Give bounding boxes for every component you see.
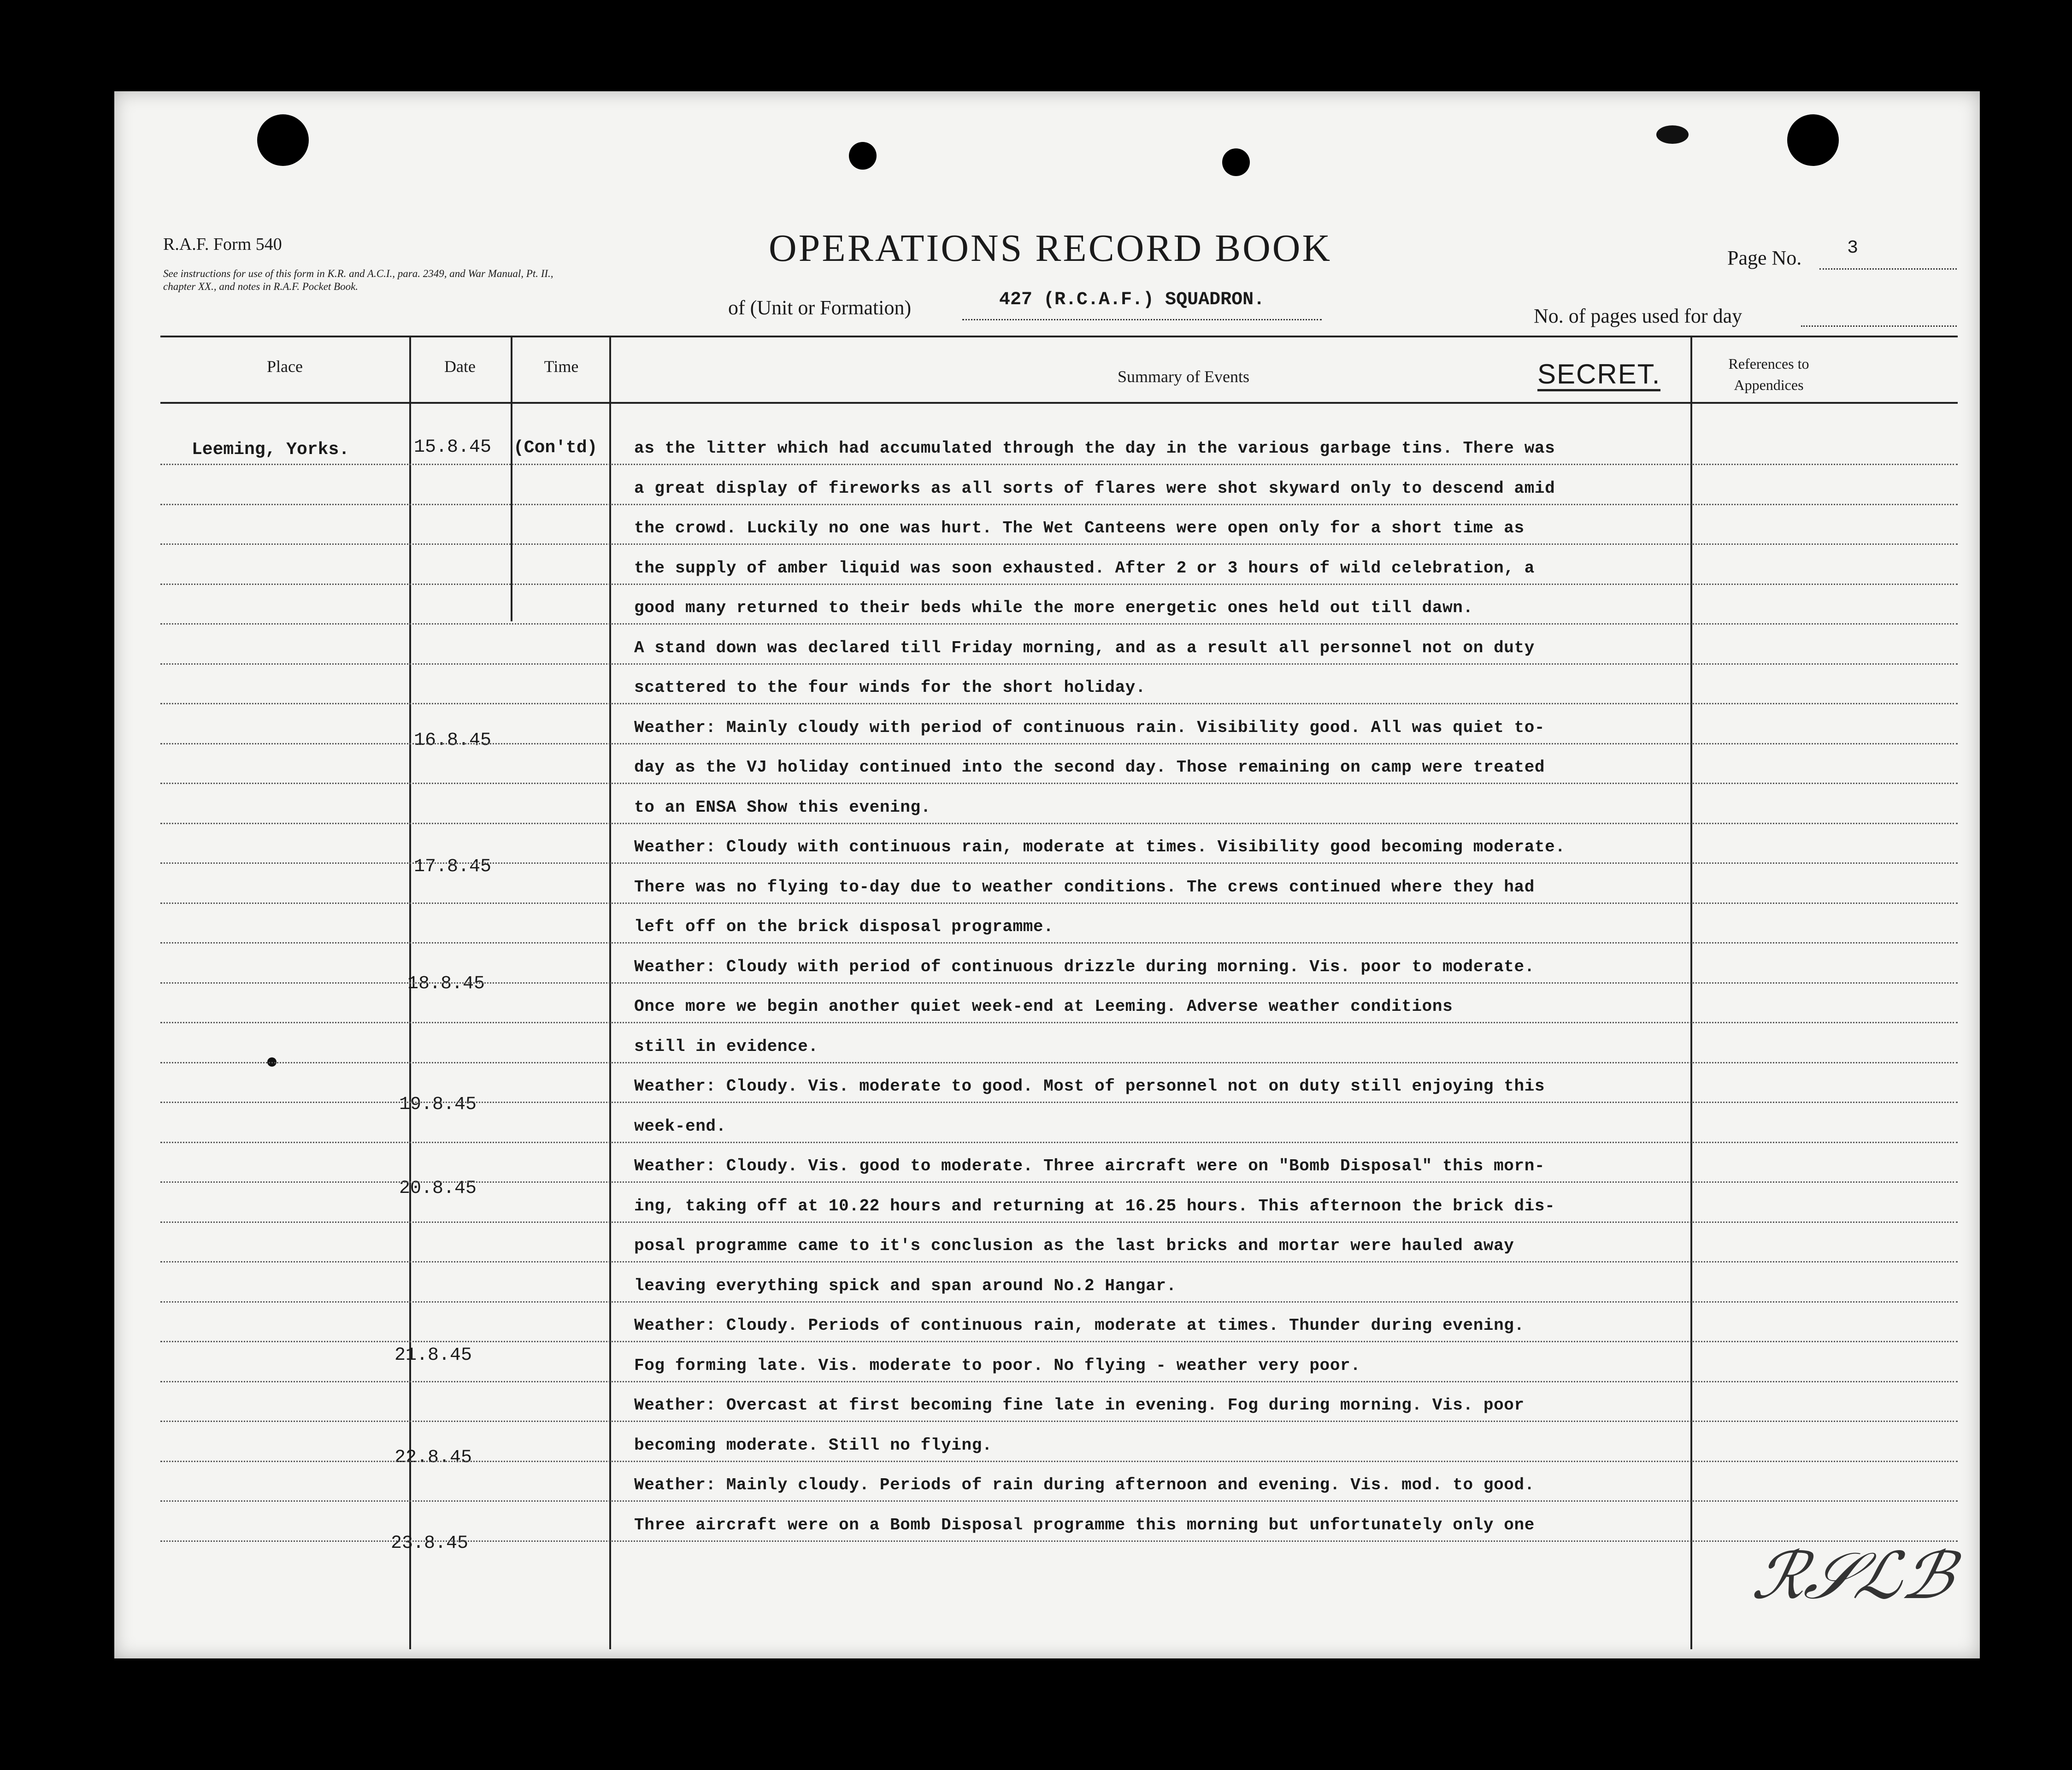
punch-hole-small-left: [849, 142, 877, 170]
summary-line: Weather: Cloudy with continuous rain, moderate at times. Visibility good becoming moderate.: [634, 838, 1566, 856]
unit-underline: [962, 319, 1322, 320]
summary-line: scattered to the four winds for the short holiday.: [634, 678, 1146, 697]
date-cell: 18.8.45: [407, 974, 485, 994]
form-name: R.A.F. Form 540: [163, 235, 282, 254]
summary-line: good many returned to their beds while the more energetic ones held out till dawn.: [634, 598, 1473, 617]
ruled-line: [160, 1261, 1958, 1263]
time-cell: (Con'td): [513, 438, 598, 458]
column-header-references: References to Appendices: [1728, 355, 1809, 393]
pages-used-underline: [1801, 325, 1957, 327]
ruled-line: [160, 1500, 1958, 1502]
summary-line: There was no flying to-day due to weather conditions. The crews continued where they had: [634, 877, 1535, 897]
ruled-line: [160, 903, 1958, 904]
column-header-place: Place: [267, 357, 303, 376]
time-summary-divider: [609, 336, 611, 1649]
summary-line: Three aircraft were on a Bomb Disposal programme this morning but unfortunately only one: [634, 1515, 1535, 1534]
table-top-border: [160, 336, 1958, 337]
date-cell: 22.8.45: [394, 1447, 472, 1468]
ruled-line: [160, 1540, 1958, 1542]
ruled-line: [160, 623, 1958, 625]
column-header-time: Time: [544, 357, 579, 376]
page-number-value: 3: [1847, 238, 1859, 259]
unit-label: of (Unit or Formation): [728, 296, 912, 319]
date-time-divider: [511, 336, 512, 621]
summary-line: Weather: Overcast at first becoming fine late in evening. Fog during morning. Vis. poor: [634, 1396, 1525, 1415]
ruled-line: [160, 1301, 1958, 1303]
page-number-underline: [1819, 268, 1957, 270]
ruled-line: [160, 942, 1958, 944]
ruled-line: [160, 543, 1958, 545]
summary-line: Weather: Mainly cloudy with period of continuous rain. Visibility good. All was quiet to-: [634, 718, 1545, 737]
date-cell: 19.8.45: [399, 1094, 477, 1115]
ruled-line: [160, 1142, 1958, 1143]
summary-line: to an ENSA Show this evening.: [634, 797, 931, 817]
summary-line: leaving everything spick and span around No.2 Hangar.: [634, 1276, 1177, 1295]
summary-line: Weather: Mainly cloudy. Periods of rain during afternoon and evening. Vis. mod. to good.: [634, 1475, 1535, 1494]
date-cell: 15.8.45: [414, 437, 492, 458]
ink-blot: [1656, 125, 1689, 144]
date-cell: 17.8.45: [414, 856, 492, 877]
place-cell: Leeming, Yorks.: [192, 440, 350, 460]
date-cell: 20.8.45: [399, 1178, 477, 1199]
summary-line: becoming moderate. Still no flying.: [634, 1435, 993, 1455]
page-title: OPERATIONS RECORD BOOK: [769, 227, 1332, 270]
signature: ℛ𝒮ℒℬ: [1747, 1539, 1962, 1614]
ruled-line: [160, 504, 1958, 505]
unit-value: 427 (R.C.A.F.) SQUADRON.: [999, 289, 1265, 310]
summary-line: day as the VJ holiday continued into the second day. Those remaining on camp were treated: [634, 758, 1545, 777]
form-instructions: See instructions for use of this form in K.R. and A.C.I., para. 2349, and War Manual, Pt. II., chapter XX., and notes in R.A.F. Pocket Book.: [163, 268, 553, 292]
pages-used-label: No. of pages used for day: [1534, 305, 1742, 327]
summary-line: A stand down was declared till Friday morning, and as a result all personnel not on duty: [634, 638, 1535, 657]
summary-line: Weather: Cloudy. Vis. moderate to good. Most of personnel not on duty still enjoying this: [634, 1077, 1545, 1096]
summary-line: as the litter which had accumulated through the day in the various garbage tins. There was: [634, 439, 1555, 458]
summary-line: Weather: Cloudy with period of continuous drizzle during morning. Vis. poor to moderate.: [634, 957, 1535, 976]
ruled-line: [160, 1062, 1958, 1063]
header-bottom-border: [160, 402, 1958, 404]
summary-line: the crowd. Luckily no one was hurt. The Wet Canteens were open only for a short time as: [634, 519, 1525, 537]
punch-hole-small-right: [1222, 148, 1250, 176]
ruled-line: [160, 464, 1958, 465]
summary-line: posal programme came to it's conclusion as the last bricks and mortar were hauled away: [634, 1236, 1514, 1255]
summary-line: Weather: Cloudy. Vis. good to moderate. Three aircraft were on "Bomb Disposal" this morn-: [634, 1156, 1545, 1175]
summary-line: Weather: Cloudy. Periods of continuous rain, moderate at times. Thunder during evening.: [634, 1316, 1525, 1335]
secret-stamp: SECRET.: [1537, 360, 1660, 391]
ruled-line: [160, 663, 1958, 665]
summary-line: a great display of fireworks as all sorts of flares were shot skyward only to descend amid: [634, 478, 1555, 498]
ruled-line: [160, 823, 1958, 824]
ruled-line: [160, 783, 1958, 784]
column-header-date: Date: [444, 357, 476, 376]
page-number-label: Page No.: [1727, 247, 1802, 269]
ruled-line: [160, 1381, 1958, 1382]
date-cell: 23.8.45: [391, 1533, 469, 1554]
record-page: [114, 91, 1980, 1658]
summary-line: left off on the brick disposal programme.: [634, 917, 1054, 936]
summary-line: week-end.: [634, 1116, 726, 1136]
ruled-line: [160, 1461, 1958, 1462]
ruled-line: [160, 1221, 1958, 1223]
ruled-line: [160, 703, 1958, 704]
ruled-line: [160, 1341, 1958, 1342]
date-cell: 21.8.45: [394, 1345, 472, 1366]
ruled-line: [160, 743, 1958, 744]
summary-references-divider: [1690, 336, 1692, 1649]
summary-line: ing, taking off at 10.22 hours and returning at 16.25 hours. This afternoon the brick dis-: [634, 1196, 1555, 1215]
summary-line: Fog forming late. Vis. moderate to poor. No flying - weather very poor.: [634, 1356, 1361, 1375]
summary-line: still in evidence.: [634, 1037, 818, 1056]
ruled-line: [160, 584, 1958, 585]
ruled-line: [160, 982, 1958, 984]
date-cell: 16.8.45: [414, 730, 492, 751]
ruled-line: [160, 1022, 1958, 1023]
ruled-line: [160, 1102, 1958, 1103]
summary-line: the supply of amber liquid was soon exhausted. After 2 or 3 hours of wild celebration, a: [634, 558, 1535, 578]
column-header-summary: Summary of Events: [1118, 367, 1249, 386]
punch-hole-right: [1787, 114, 1839, 166]
summary-line: Once more we begin another quiet week-end at Leeming. Adverse weather conditions: [634, 997, 1453, 1016]
ruled-line: [160, 1181, 1958, 1183]
ruled-line: [160, 862, 1958, 864]
ruled-line: [160, 1421, 1958, 1422]
punch-hole-left: [257, 114, 309, 166]
